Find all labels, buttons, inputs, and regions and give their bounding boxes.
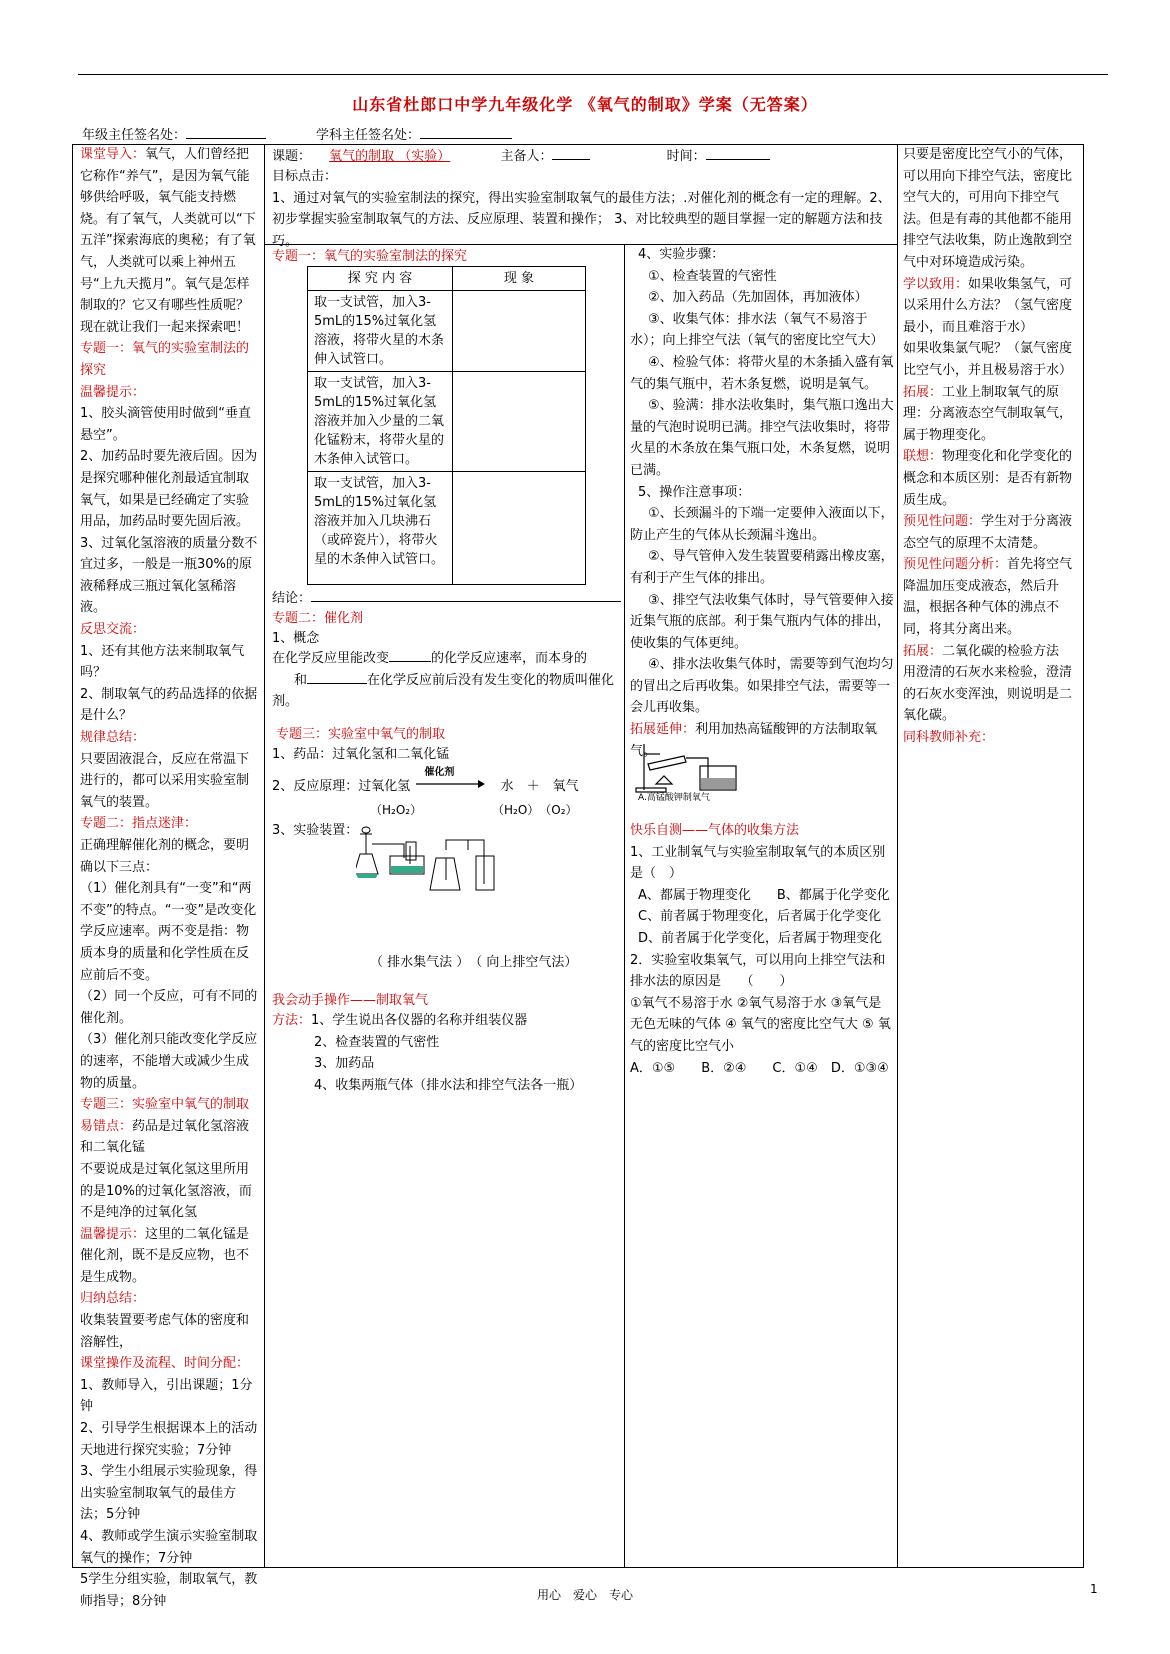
goals-text: 1、通过对氧气的实验室制法的探究，得出实验室制取氧气的最佳方法；.对催化剂的概念有一定的理解。2、初步掌握实验室制取氧气的方法、反应原理、装置和操作； 3、对比较典型的题目掌握一定的解题方法和技巧。: [272, 190, 891, 249]
note-paragraph: [80, 749, 260, 814]
steps-title: 4、实验步骤：: [638, 247, 725, 262]
table-cell: 取一支试管，加入3-5mL的15%过氧化氢溶液并加入几块沸石（或碎瓷片），将带火星的木条伸入试管口。: [308, 472, 453, 585]
note-paragraph: [80, 1526, 260, 1569]
note-paragraph: [903, 641, 1079, 663]
note-label: 温馨提示：: [80, 384, 146, 400]
collect-caption: （ 排水集气法 ） （ 向上排空气法）: [370, 955, 578, 970]
note-label: 归纳总结：: [80, 1291, 146, 1307]
note-paragraph: [903, 382, 1079, 447]
note-label: 联想：: [903, 449, 943, 465]
potassium-permanganate-figure: [634, 740, 744, 802]
note-paragraph: [903, 511, 1079, 554]
note-text: 这里的二氧化锰是催化剂，既不是反应物，也不是生成物。: [80, 1226, 250, 1285]
q2-body: ①氧气不易溶于水 ②氧气易溶于水 ③氧气是无色无味的气体 ④ 氧气的密度比空气大 ⑤ 氧气的密度比空气小: [630, 995, 891, 1054]
signature-line: [420, 126, 512, 139]
methods: [272, 1010, 620, 1096]
note-paragraph: [903, 338, 1079, 381]
note-text: 用澄清的石灰水来检验，澄清的石灰水变浑浊，则说明是二氧化碳。: [903, 665, 1073, 724]
topic-value: 氧气的制取 （实验）: [329, 149, 451, 164]
right-column: [630, 244, 894, 762]
products: 水 ＋ 氧气: [500, 779, 579, 794]
note-text: （1）催化剂具有“一变”和“两不变”的特点。“一变”是改变化学反应速率。两不变是指：物质本身的质量和化学性质在反应前后不变。: [80, 881, 257, 983]
note-text: 氧气，人们曾经把它称作“养气”，是因为氧气能够供给呼吸，氧气能支持燃烧。有了氧气，人类就可以“下五洋”探索海底的奥秘；有了氧气，人类就可以乘上神州五号“上九天揽月”。氧气是怎样制取的？它又有哪些性质呢？现在就让我们一起来探索吧！: [80, 147, 256, 335]
note-text: （2）同一个反应，可有不同的催化剂。: [80, 989, 258, 1026]
note-paragraph: [903, 144, 1079, 274]
note-text: 1、教师导入，引出课题；1分钟: [80, 1377, 253, 1415]
note-text: 如果收集氯气呢？（氯气密度比空气小，并且极易溶于水）: [903, 341, 1073, 378]
quiz: [630, 820, 892, 1079]
q1-option: C、前者属于物理变化，后者属于化学变化: [638, 909, 882, 925]
note-text: 3、学生小组展示实验现象，得出实验室制取氧气的最佳方法；5分钟: [80, 1464, 258, 1523]
note-label: 预见性问题：: [903, 514, 982, 530]
method-label: 方法：: [272, 1013, 312, 1028]
column-divider: [897, 144, 898, 1568]
table-row: [308, 472, 586, 585]
note-paragraph: [80, 813, 260, 835]
note-paragraph: [80, 338, 260, 381]
extend-label: 拓展延伸：: [630, 722, 696, 738]
table-cell: 取一支试管，加入3-5mL的15%过氧化氢溶液，将带火星的木条伸入试管口。: [308, 291, 453, 372]
note-paragraph: [80, 641, 260, 684]
note-label: 专题三：实验室中氧气的制取: [80, 1097, 250, 1113]
note-label: 同科教师补充：: [903, 730, 995, 746]
question-1: 1、工业制氧气与实验室制取氧气的本质区别是（ ）: [630, 844, 886, 882]
note-paragraph: [903, 554, 1079, 640]
signature-line: [186, 126, 266, 139]
note-paragraph: [80, 684, 260, 727]
subject-head-signature: [316, 124, 512, 143]
note-paragraph: [80, 835, 260, 878]
table-cell-empty: [453, 472, 586, 585]
conclusion-label: 结论：: [272, 591, 312, 606]
note-paragraph: [903, 446, 1079, 511]
concept-b: 的化学反应速率，而本身的: [431, 651, 588, 666]
concept-a: 在化学反应里能改变: [272, 651, 390, 666]
note-text: （3）催化剂只能改变化学反应的速率，不能增大或减少生成物的质量。: [80, 1032, 258, 1091]
note-text: 2、制取氧气的药品选择的依据是什么？: [80, 686, 258, 724]
note-text: 首先将空气降温加压变成液态，然后升温，根据各种气体的沸点不同，将其分离出来。: [903, 557, 1073, 638]
method-item: 2、检查装置的气密性: [314, 1034, 440, 1050]
note-text: 二氧化碳的检验方法: [942, 643, 1060, 659]
note-text: 物理变化和化学变化的概念和本质区别：是否有新物质生成。: [903, 449, 1073, 508]
time-blank: [706, 147, 770, 160]
note-paragraph: [80, 727, 260, 749]
note-text: 4、教师或学生演示实验室制取氧气的操作；7分钟: [80, 1529, 258, 1566]
reaction-arrow: [414, 767, 486, 790]
q1-option: D、前者属于化学变化，后者属于物理变化: [638, 930, 883, 946]
arrow-icon: [414, 778, 486, 792]
blank: [389, 649, 431, 662]
note-text: 2、引导学生根据课本上的活动天地进行探究实验；7分钟: [80, 1421, 258, 1458]
notes-title: 5、操作注意事项：: [638, 484, 751, 500]
drugs: 1、药品：过氧化氢和二氧化锰: [272, 747, 450, 762]
table-cell-empty: [453, 291, 586, 372]
note-label: 拓展：: [903, 643, 943, 659]
method-item: 1、学生说出各仪器的名称并组装仪器: [311, 1013, 528, 1028]
note-item: ②、导气管伸入发生装置要稍露出橡皮塞，有利于产生气体的排出。: [630, 549, 894, 586]
note-label: 拓展：: [903, 384, 943, 400]
note-label: 反思交流：: [80, 622, 146, 638]
extend-text: 利用加热高锰酸钾的方法制取氧气。: [630, 722, 878, 759]
note-label: 专题一：氧气的实验室制法的探究: [80, 341, 250, 378]
step-item: ③、收集气体：排水法（氧气不易溶于水）；向上排空气法（氧气的密度比空气大）: [630, 311, 884, 349]
note-text: 收集装置要考虑气体的密度和溶解性，: [80, 1313, 250, 1350]
note-paragraph: [80, 382, 260, 404]
note-text: 如果收集氢气，可以采用什么方法？（氢气密度最小，而且难溶于水）: [903, 276, 1073, 335]
note-text: 1、还有其他方法来制取氧气吗？: [80, 643, 245, 681]
note-paragraph: [80, 1224, 260, 1289]
note-label: 规律总结：: [80, 730, 146, 746]
note-text: 工业上制取氧气的原理：分离液态空气制取氧气，属于物理变化。: [903, 384, 1073, 443]
note-text: 正确理解催化剂的概念，要明确以下三点：: [80, 838, 250, 875]
note-paragraph: [80, 1288, 260, 1310]
note-text: 3、过氧化氢溶液的质量分数不宜过多，一般是一瓶30%的原液稀释成三瓶过氧化氢稀溶液。: [80, 535, 258, 616]
note-label: 预见性问题分析：: [903, 557, 1008, 573]
formula-h2o2: （H₂O₂）: [370, 803, 423, 817]
note-paragraph: [903, 274, 1079, 339]
preparer-blank: [552, 147, 590, 160]
note-text: 1、胶头滴管使用时做到“垂直悬空”。: [80, 406, 252, 443]
table-row: [308, 291, 586, 372]
goals-heading: 目标点击：: [272, 169, 338, 184]
note-paragraph: [80, 1461, 260, 1526]
column-divider: [264, 144, 265, 1568]
document-title: 山东省杜郎口中学九年级化学 《氧气的制取》学案（无答案）: [352, 95, 818, 114]
principle-label: 2、反应原理：过氧化氢: [272, 779, 411, 794]
figure-caption: A.高锰酸钾制氧气: [638, 793, 710, 802]
goals: [272, 166, 892, 252]
step-item: ①、检查装置的气密性: [648, 268, 777, 284]
note-label: 专题二：指点迷津：: [80, 816, 198, 832]
subject-head-label: 学科主任签名处：: [316, 128, 421, 143]
step-item: ④、检验气体：将带火星的木条插入盛有氧气的集气瓶中，若木条复燃，说明是氧气。: [630, 354, 894, 392]
page-footer: 用心 爱心 专心: [536, 1588, 633, 1602]
note-paragraph: [80, 1116, 260, 1159]
step-item: ②、加入药品（先加固体，再加液体）: [648, 290, 868, 306]
table-cell: 取一支试管，加入3-5mL的15%过氧化氢溶液并加入少量的二氧化锰粉末，将带火星的木条伸入试管口。: [308, 372, 453, 472]
note-paragraph: [80, 144, 260, 338]
topic-label: 课题：: [272, 149, 312, 164]
time-label: 时间：: [666, 149, 706, 164]
note-label: 学以致用：: [903, 276, 969, 292]
apparatus-label: 3、实验装置：: [272, 823, 359, 838]
note-paragraph: [80, 1029, 260, 1094]
note-text: 2、加药品时要先液后固。因为是探究哪种催化剂最适宜制取氧气，如果是已经确定了实验用品，加药品时要先固后液。: [80, 449, 258, 530]
grade-head-signature: [82, 124, 266, 143]
quiz-title: 快乐自测——气体的收集方法: [630, 823, 800, 838]
left-column: [80, 144, 260, 1612]
note-paragraph: [80, 878, 260, 986]
far-right-column: [903, 144, 1079, 749]
table-cell-empty: [453, 372, 586, 472]
blank: [307, 671, 367, 684]
note-text: 5学生分组实验，制取氧气，教师指导；8分钟: [80, 1572, 258, 1609]
grade-head-label: 年级主任签名处：: [82, 128, 187, 143]
note-paragraph: [80, 1094, 260, 1116]
note-text: 学生对于分离液态空气的原理不太清楚。: [903, 514, 1073, 551]
topic1-heading: 专题一：氧气的实验室制法的探究: [272, 249, 468, 264]
topic2-heading: 专题二：催化剂: [272, 611, 364, 626]
question-2: 2．实验室收集氧气，可以用向上排空气法和排水法的原因是 （ ）: [630, 952, 886, 990]
formula-products: （H₂O） （O₂）: [492, 803, 578, 817]
note-paragraph: [80, 619, 260, 641]
note-paragraph: [80, 446, 260, 532]
concept-text: [272, 648, 620, 713]
q1-option: A、都属于物理变化 B、都属于化学变化: [638, 887, 890, 903]
note-paragraph: [80, 1159, 260, 1224]
table-header-content: 探 究 内 容: [308, 267, 453, 291]
apparatus-diagram: [356, 820, 532, 896]
concept-c: 和: [294, 672, 308, 688]
note-text: 只要固液混合，反应在常温下进行的，都可以采用实验室制氧气的装置。: [80, 751, 250, 810]
conclusion-blank: [311, 589, 621, 602]
note-paragraph: [80, 1418, 260, 1461]
method-item: 3、加药品: [314, 1056, 375, 1072]
note-item: ③、排空气法收集气体时，导气管要伸入接近集气瓶的底部。利于集气瓶内气体的排出，使收集的气体更纯。: [630, 592, 894, 651]
table-row: [308, 372, 586, 472]
note-paragraph: [80, 1310, 260, 1353]
method-item: 4、收集两瓶气体（排水法和排空气法各一瓶）: [314, 1077, 583, 1093]
preparer-label: 主备人：: [500, 149, 553, 164]
conclusion: [272, 588, 621, 610]
note-label: 课堂导入：: [80, 147, 146, 162]
concept-d: 在化学反应前后没有发生变化的物质叫催化剂。: [272, 672, 615, 710]
note-paragraph: [903, 662, 1079, 727]
table-header-row: [308, 267, 586, 291]
note-text: 只要是密度比空气小的气体，可以用向下排空气法，密度比空气大的，可用向下排空气法。但是有毒的其他都不能用排空气法收集，防止逸散到空气中对环境造成污染。: [903, 147, 1073, 270]
table-header-phenomenon: 现 象: [453, 267, 586, 291]
note-item: ①、长颈漏斗的下端一定要伸入液面以下，防止产生的气体从长颈漏斗逸出。: [630, 506, 894, 543]
top-rule: [78, 74, 1108, 75]
principle: [272, 767, 579, 798]
step-item: ⑤、验满：排水法收集时，集气瓶口逸出大量的气泡时说明已满。排空气法收集时，将带火星的木条放在集气瓶口处，木条复燃，说明已满。: [630, 398, 894, 478]
note-paragraph: [80, 1375, 260, 1418]
note-label: 温馨提示：: [80, 1226, 146, 1242]
concept-label: 1、概念: [272, 631, 320, 646]
note-paragraph: [80, 1353, 260, 1375]
note-item: ④、排水法收集气体时，需要等到气泡均匀的冒出之后再收集。如果排空气法，需要等一会儿再收集。: [630, 657, 894, 716]
note-text: 药品是过氧化氢溶液和二氧化锰: [80, 1118, 250, 1156]
catalyst-label: 催化剂: [424, 767, 455, 778]
experiment-table: [307, 266, 586, 585]
note-label: 课堂操作及流程、时间分配：: [80, 1356, 250, 1372]
column-divider: [624, 244, 625, 1568]
topic3-heading: 专题三：实验室中氧气的制取: [276, 727, 446, 742]
note-paragraph: [903, 727, 1079, 749]
note-paragraph: [80, 986, 260, 1029]
topic-row: [272, 146, 770, 168]
note-label: 易错点：: [80, 1118, 133, 1134]
note-paragraph: [80, 533, 260, 619]
page-number: 1: [1090, 1582, 1098, 1596]
q2-options: A．①⑤ B．②④ C．①④ D．①③④: [630, 1060, 889, 1076]
note-text: 不要说成是过氧化氢这里所用的是10%的过氧化氢溶液，而不是纯净的过氧化氢: [80, 1161, 252, 1221]
note-paragraph: [80, 403, 260, 446]
hands-on-heading: 我会动手操作——制取氧气: [272, 993, 429, 1008]
